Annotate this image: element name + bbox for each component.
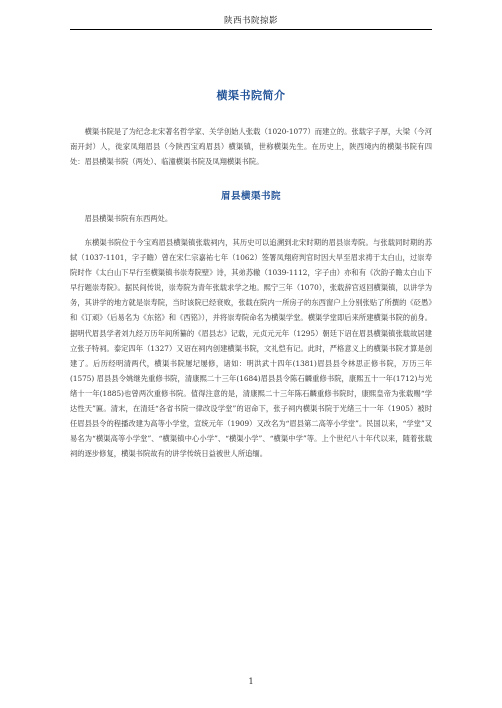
section-heading: 眉县横渠书院 bbox=[220, 191, 281, 202]
page-number: 1 bbox=[248, 677, 254, 686]
intro-paragraph: 横渠书院是了为纪念北宋著名哲学家、关学创始人张载（1020-1077）而建立的。张载字子厚，大梁（今河南开封）人，徙家凤翔眉县（今陕西宝鸡眉县）横渠镇，世称横渠先生。在历史上，陕西境内的横渠书院有四处：眉县横渠书院（两处）、临潼横渠书院及凤翔横渠书院。 bbox=[70, 127, 432, 167]
section-paragraph: 东横渠书院位于今宝鸡眉县横渠镇张载祠内，其历史可以追溯到北宋时期的眉县崇寿院。与张载同时期的苏轼（1037-1101，字子瞻）曾在宋仁宗嘉祐七年（1062）签署凤翔府判官时因大旱至眉求祷于太白山，过崇寿院时作《太白山下早行至横渠镇书崇寿院壁》诗，其弟苏辙（1039-1112，字子由）亦和有《次韵子瞻太白山下早行题崇寿院》。据民间传说，崇寿院为青年张载求学之地。熙宁三年（1070），张载辞官返回横渠镇，以讲学为务，其讲学的地方就是崇寿院，当时该院已经衰败，张载在院内一所房子的东西窗户上分别张贴了所撰的《砭愚》和《订顽》（后易名为《东铭》和《西铭》），并将崇寿院命名为横渠学堂。横渠学堂即后来所建横渠书院的前身。据明代眉县学者刘九经万历年间所纂的《眉县志》记载，元贞元元年（1295）朝廷下诏在眉县横渠镇张载故居建立张子特祠。泰定四年（1327）又诏在祠内创建横渠书院，文礼恺有记。此时，严格意义上的横渠书院才算是创建了。后历经明清两代，横渠书院屡圮屡修，诸如：明洪武十四年(1381)眉县县令林思正修书院，万历三年(1575) 眉县县令姚继先重修书院，清康熙二十三年(1684)眉县县令陈石麟重修书院，康熙五十一年(1712)与光绪十一年(1885)也曾两次重修书院。值得注意的是，清康熙二十三年陈石麟重修书院时，康熙皇帝为张载赐“学达性天”匾。清末，在清廷“各省书院一律改设学堂”的诏命下，张子祠内横渠书院于光绪三十一年（1905）被时任眉县县令的程播改建为高等小学堂，宣统元年（1909）又改名为“眉县第二高等小学堂”。民国以来，“学堂”又易名为“横渠高等小学堂”、“横渠镇中心小学”、“横渠小学”、“横渠中学”等。上个世纪八十年代以来，随着张载祠的逐步修复，横渠书院故有的讲学传统日益被世人所追缅。 bbox=[70, 238, 432, 459]
header-rule bbox=[70, 29, 432, 30]
section-paragraph: 眉县横渠书院有东西两处。 bbox=[84, 214, 173, 223]
document-title: 横渠书院简介 bbox=[216, 89, 286, 102]
running-header: 陕西书院掠影 bbox=[223, 16, 278, 26]
